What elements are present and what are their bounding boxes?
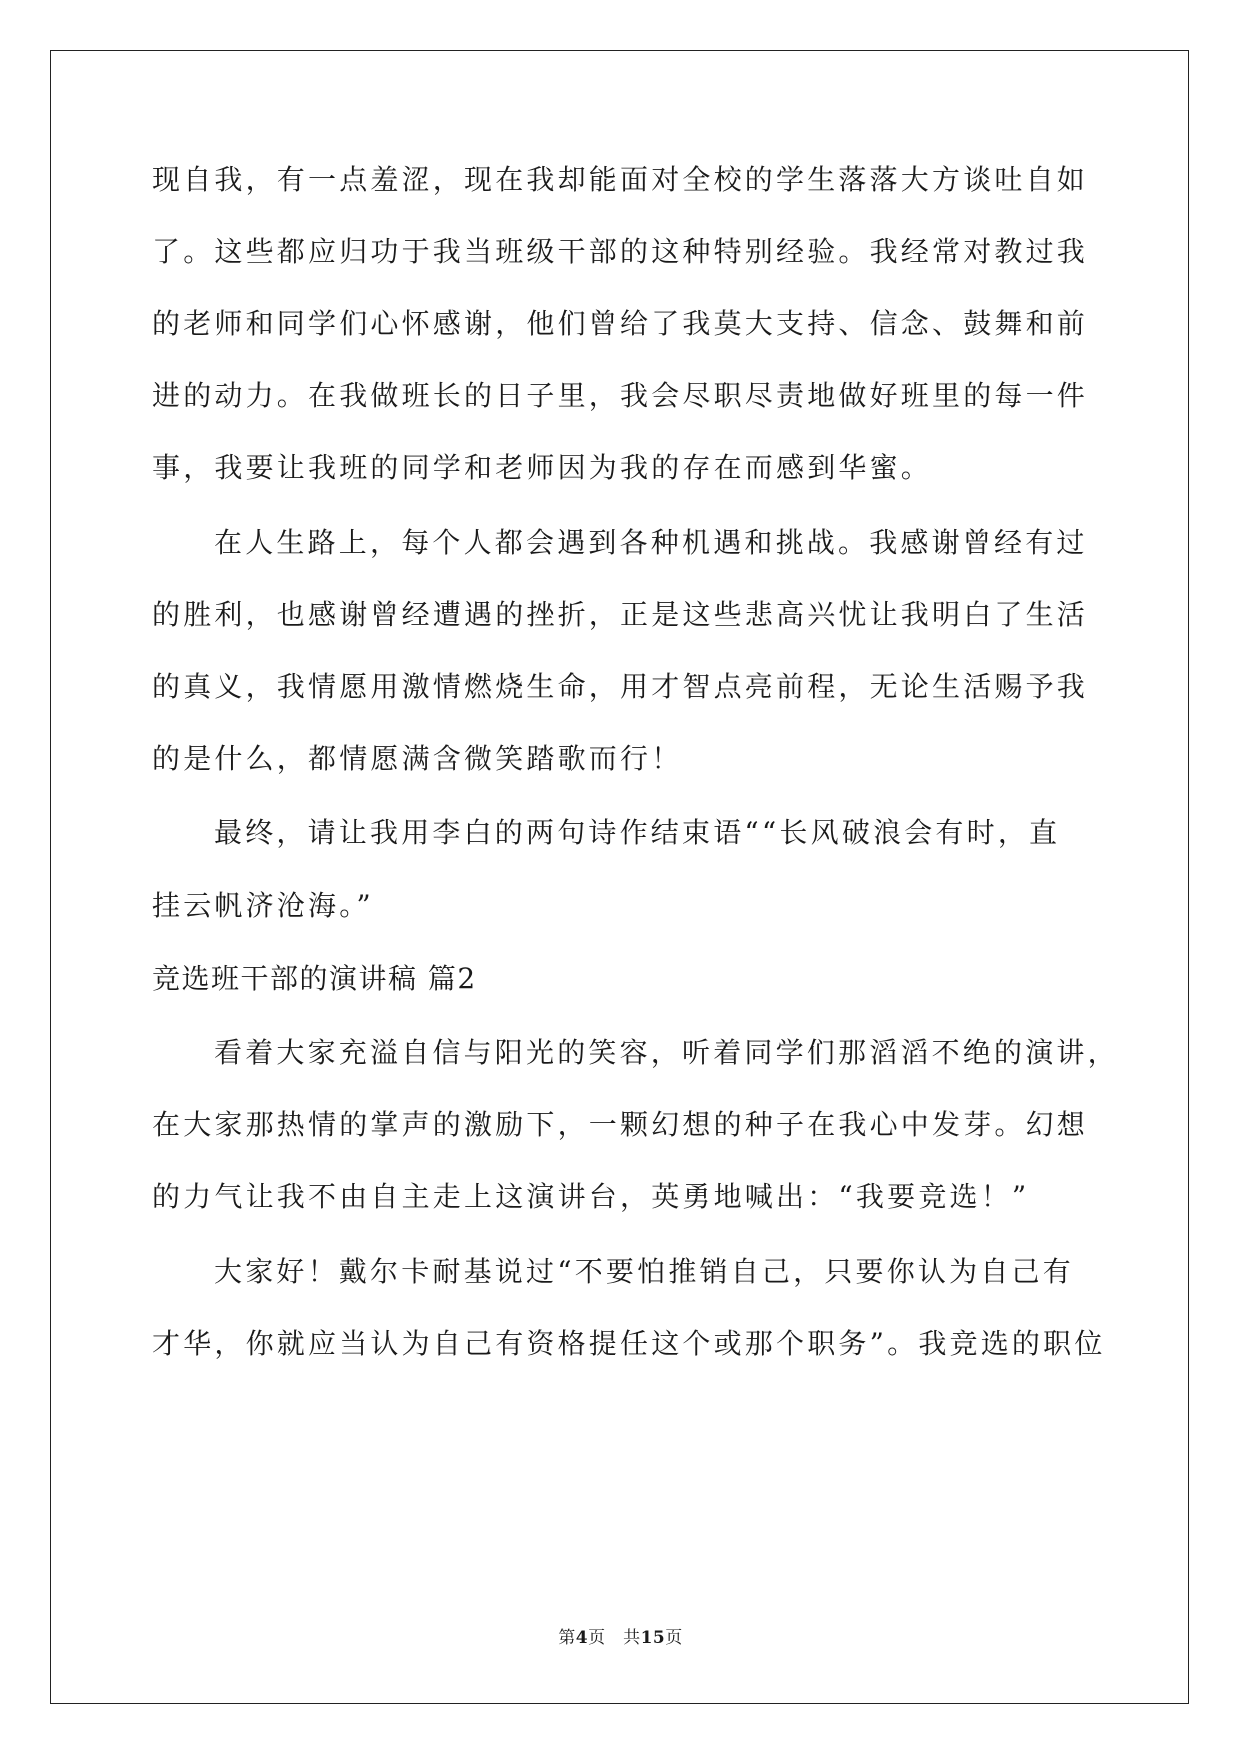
body-line-14: 的力气让我不由自主走上这演讲台，英勇地喊出：“我要竞选！” <box>152 1180 1030 1213</box>
section-heading: 竞选班干部的演讲稿 篇2 <box>152 962 477 995</box>
body-line-9: 的是什么，都情愿满含微笑踏歌而行！ <box>152 742 683 775</box>
body-line-4: 进的动力。在我做班长的日子里，我会尽职尽责地做好班里的每一件 <box>152 379 1089 412</box>
body-line-15: 大家好！戴尔卡耐基说过“不要怕推销自己，只要你认为自己有 <box>214 1255 1074 1288</box>
footer-total-pages: 15 <box>640 1628 666 1648</box>
body-line-1: 现自我，有一点羞涩，现在我却能面对全校的学生落落大方谈吐自如 <box>152 163 1089 196</box>
body-line-2: 了。这些都应归功于我当班级干部的这种特别经验。我经常对教过我 <box>152 235 1089 268</box>
body-line-6: 在人生路上，每个人都会遇到各种机遇和挑战。我感谢曾经有过 <box>214 526 1088 559</box>
body-line-10: 最终，请让我用李白的两句诗作结束语““长风破浪会有时，直 <box>214 816 1061 849</box>
body-line-11: 挂云帆济沧海。” <box>152 889 374 922</box>
body-line-3: 的老师和同学们心怀感谢，他们曾给了我莫大支持、信念、鼓舞和前 <box>152 307 1089 340</box>
body-line-8: 的真义，我情愿用激情燃烧生命，用才智点亮前程，无论生活赐予我 <box>152 670 1089 703</box>
page-footer <box>0 1627 1241 1649</box>
body-line-16: 才华，你就应当认为自己有资格提任这个或那个职务”。我竞选的职位 <box>152 1327 1106 1360</box>
footer-middle: 页 共 <box>588 1628 641 1648</box>
page-border <box>50 50 1189 1704</box>
footer-suffix: 页 <box>665 1628 683 1648</box>
body-line-12: 看着大家充溢自信与阳光的笑容，听着同学们那滔滔不绝的演讲， <box>214 1036 1119 1069</box>
footer-page-number: 4 <box>575 1628 589 1648</box>
body-line-13: 在大家那热情的掌声的激励下，一颗幻想的种子在我心中发芽。幻想 <box>152 1108 1089 1141</box>
body-line-7: 的胜利，也感谢曾经遭遇的挫折，正是这些悲高兴忧让我明白了生活 <box>152 598 1089 631</box>
body-line-5: 事，我要让我班的同学和老师因为我的存在而感到华蜜。 <box>152 451 933 484</box>
footer-prefix: 第 <box>558 1628 576 1648</box>
